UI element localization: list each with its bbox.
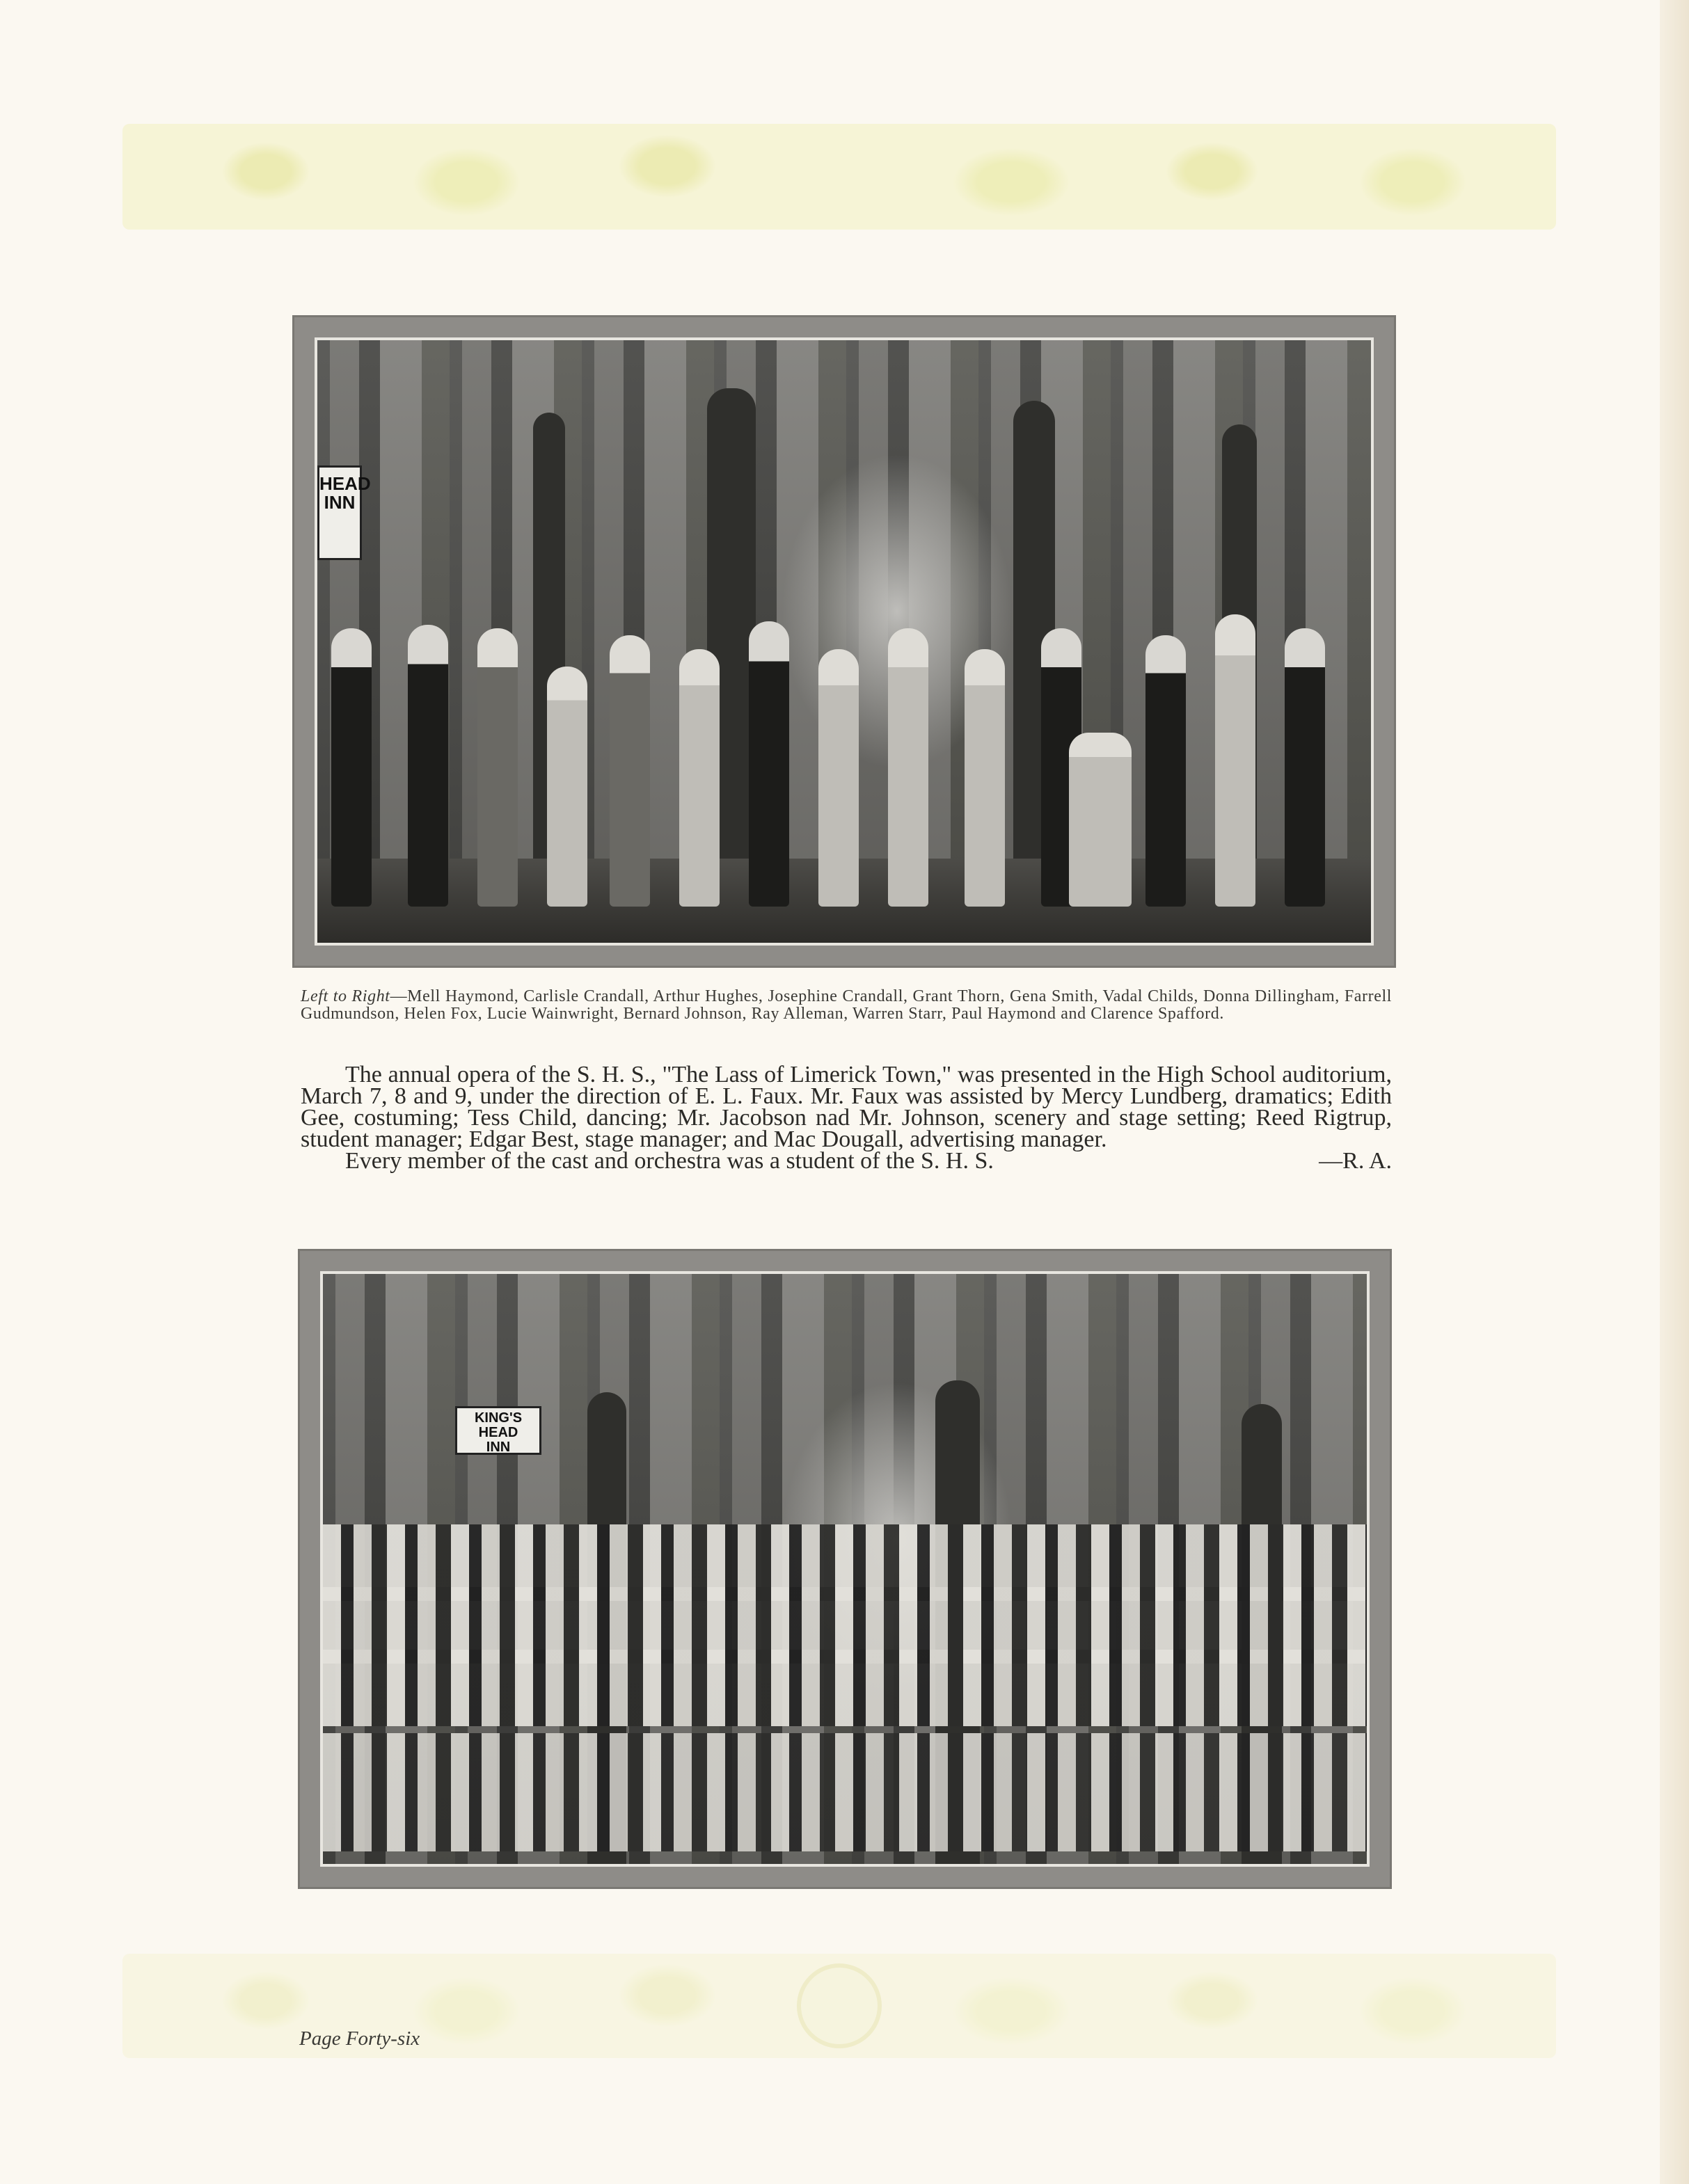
article-closing-line	[301, 1150, 1392, 1172]
cast-member	[331, 628, 372, 907]
caption-names: —Mell Haymond, Carlisle Crandall, Arthur Hughes, Josephine Crandall, Grant Thorn, Gena Smith, Vadal Childs, Donna Dillingham, Farrell Gudmundson, Helen Fox, Lucie Wainwright, Bernard Johnson, Ray Alleman, Warren Starr, Paul Haymond and Clarence Spafford.	[301, 987, 1392, 1023]
photo-caption	[301, 988, 1392, 1023]
cast-member	[818, 649, 859, 907]
page-number: Page Forty-six	[299, 2027, 420, 2050]
caption-lead: Left to Right	[301, 987, 390, 1005]
cast-member	[1285, 628, 1325, 907]
cast-photo-frame	[292, 315, 1396, 968]
article-closing: Every member of the cast and orchestra was a student of the S. H. S.	[345, 1148, 994, 1174]
chorus-seated-row	[323, 1650, 1367, 1726]
cast-member	[1215, 614, 1255, 907]
cast-member	[965, 649, 1005, 907]
article-text	[301, 1064, 1392, 1172]
company-photo-frame	[298, 1249, 1392, 1889]
cast-photo	[315, 337, 1374, 946]
cast-member	[888, 628, 928, 907]
article-signature: —R. A.	[1319, 1148, 1392, 1174]
ornamental-header-band	[122, 124, 1556, 230]
kings-head-inn-sign: KING'S HEAD INN	[455, 1406, 541, 1455]
cast-member	[679, 649, 720, 907]
cast-member	[1069, 733, 1132, 907]
page-edge	[1660, 0, 1689, 2184]
orchestra-row	[323, 1733, 1367, 1851]
cast-member	[547, 667, 587, 907]
company-photo	[320, 1271, 1370, 1867]
cast-member	[1145, 635, 1186, 907]
emblem-icon	[797, 1963, 882, 2048]
cast-member	[408, 625, 448, 907]
inn-sign: HEAD INN	[317, 465, 362, 560]
cast-member	[477, 628, 518, 907]
cast-member	[749, 621, 789, 907]
forest-backdrop	[323, 1274, 1367, 1864]
article-paragraph: The annual opera of the S. H. S., "The Lass of Limerick Town," was presented in the High School auditorium, March 7, 8 and 9, under the direction of E. L. Faux. Mr. Faux was assisted by Mercy Lundberg, dramatics; Edith Gee, costuming; Tess Child, dancing; Mr. Jacobson nad Mr. Johnson, scenery and stage setting; Reed Rigtrup, student manager; Edgar Best, stage manager; and Mac Dougall, advertising manager.	[301, 1062, 1392, 1152]
cast-member	[610, 635, 650, 907]
forest-backdrop	[317, 340, 1371, 943]
